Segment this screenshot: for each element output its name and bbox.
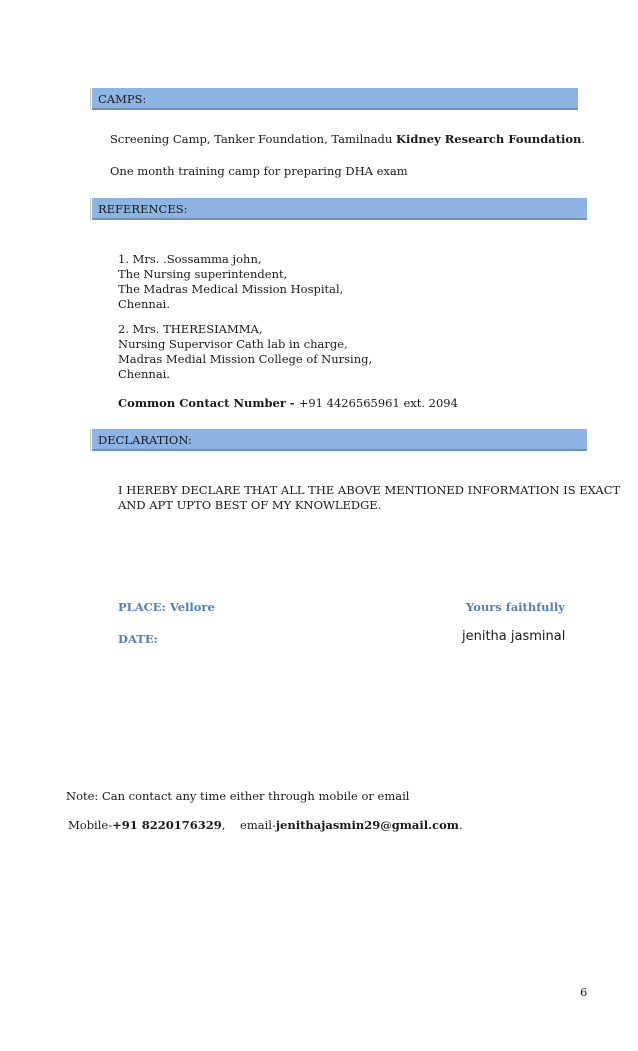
references-heading: REFERENCES: [92,198,587,220]
place-label: PLACE: Vellore [118,600,215,614]
date-label: DATE: [118,632,158,646]
declaration-text: I HEREBY DECLARE THAT ALL THE ABOVE MENTIONED INFORMATION IS EXACT AND APT UPTO BEST OF MY KNOWLEDGE. [118,483,621,512]
common-contact-number: Common Contact Number - +91 4426565961 ext. 2094 [118,396,458,410]
page-number: 6 [580,985,588,999]
camps-line-1-text: Screening Camp, Tanker Foundation, Tamilnadu [110,132,396,146]
contact-note: Note: Can contact any time either through mobile or email [66,789,410,803]
declaration-heading: DECLARATION: [92,429,587,451]
reference-2: 2. Mrs. THERESIAMMA, Nursing Supervisor Cath lab in charge, Madras Medial Mission College of Nursing, Chennai. [118,322,373,381]
camps-line-1: Screening Camp, Tanker Foundation, Tamilnadu Kidney Research Foundation. [110,132,586,146]
email-address: jenithajasmin29@gmail.com [275,818,459,832]
reference-1: 1. Mrs. .Sossamma john, The Nursing superintendent, The Madras Medical Mission Hospital, Chennai. [118,252,344,311]
signature-name: jenitha jasminal [462,629,566,644]
kidney-research-foundation: Kidney Research Foundation [395,132,582,146]
mobile-number: +91 8220176329 [112,818,222,832]
camps-line-2: One month training camp for preparing DHA exam [110,164,408,178]
closing-text: Yours faithfully [466,600,565,614]
camps-heading: CAMPS: [92,88,578,110]
contact-details: Mobile-+91 8220176329, email-jenithajasmin29@gmail.com. [68,818,463,832]
